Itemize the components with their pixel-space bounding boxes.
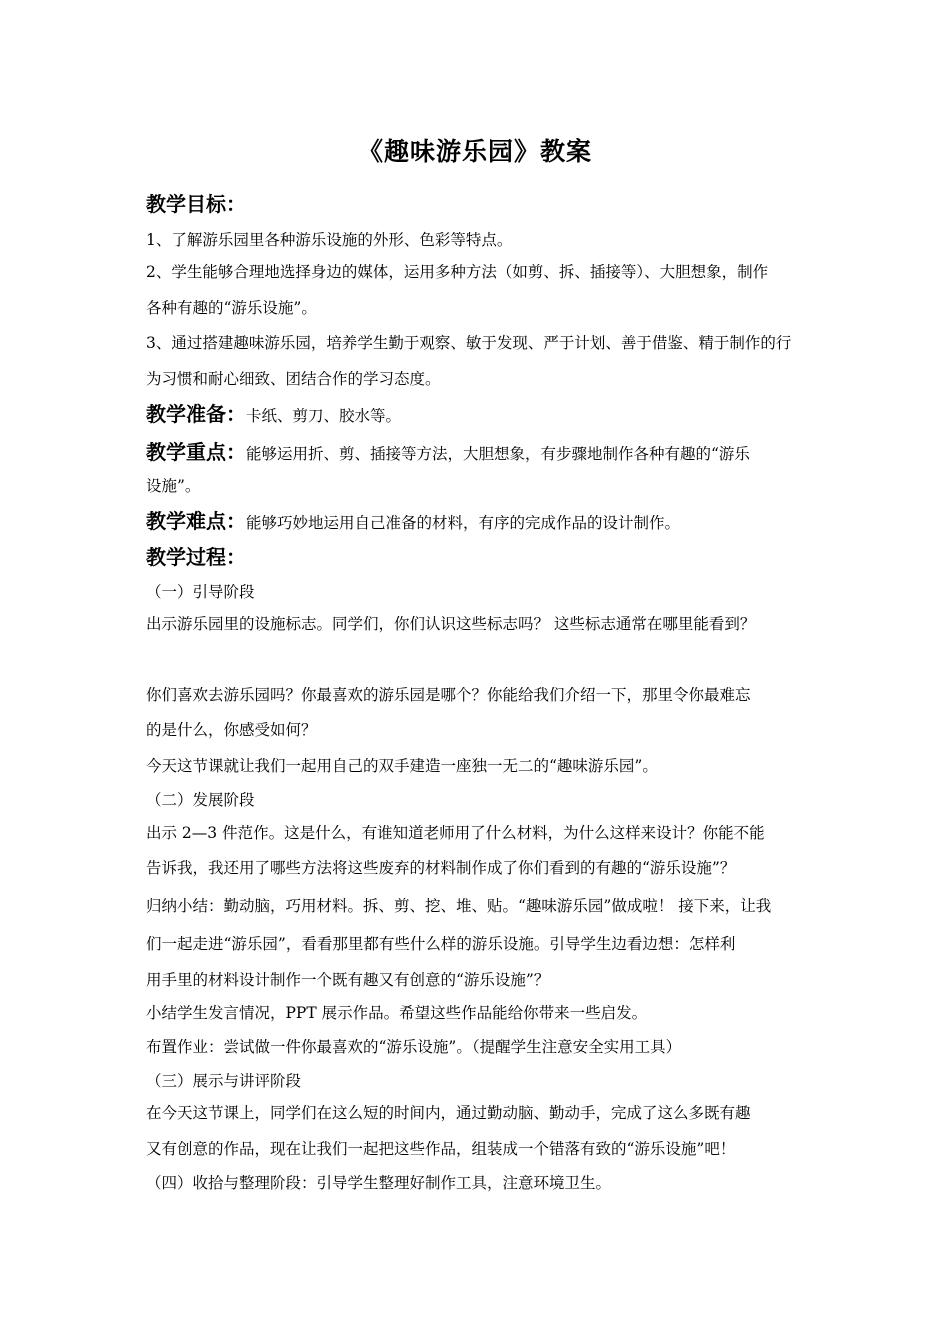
stage-1-title: （一）引导阶段 — [146, 583, 255, 601]
stage-3-line-2: 又有创意的作品，现在让我们一起把这些作品，组装成一个错落有致的“游乐设施”吧！ — [146, 1140, 736, 1158]
objective-line-2a: 2、学生能够合理地选择身边的媒体，运用多种方法（如剪、拆、插接等）、大胆想象，制作 — [146, 263, 769, 281]
stage-1-line-2: 你们喜欢去游乐园吗？你最喜欢的游乐园是哪个？你能给我们介绍一下，那里令你最难忘 — [146, 686, 751, 704]
objective-line-1: 1、了解游乐园里各种游乐设施的外形、色彩等特点。 — [146, 231, 513, 249]
objective-line-3a: 3、通过搭建趣味游乐园，培养学生勤于观察、敏于发现、严于计划、善于借鉴、精于制作的行 — [146, 334, 792, 352]
process-heading: 教学过程： — [146, 545, 246, 569]
stage-2-line-3: 归纳小结：勤动脑，巧用材料。拆、剪、挖、堆、贴。“趣味游乐园”做成啦！ 接下来，让我 — [146, 897, 772, 915]
stage-2-line-7: 布置作业：尝试做一件你最喜欢的“游乐设施”。（提醒学生注意安全实用工具） — [146, 1038, 682, 1056]
objective-line-3b: 为习惯和耐心细致、团结合作的学习态度。 — [146, 370, 441, 388]
key-points-row — [146, 436, 750, 465]
stage-2-line-6: 小结学生发言情况，PPT 展示作品。希望这些作品能给你带来一些启发。 — [146, 1004, 648, 1022]
stage-2-line-2: 告诉我，我还用了哪些方法将这些废弃的材料制作成了你们看到的有趣的“游乐设施”？ — [146, 859, 736, 877]
preparation-text: 卡纸、剪刀、胶水等。 — [246, 407, 402, 425]
stage-1-line-1: 出示游乐园里的设施标志。同学们，你们认识这些标志吗？ 这些标志通常在哪里能看到？ — [146, 615, 756, 633]
difficulties-row — [146, 505, 680, 534]
preparation-row — [146, 398, 401, 427]
stage-3-line-1: 在今天这节课上，同学们在这么短的时间内，通过勤动脑、勤动手，完成了这么多既有趣 — [146, 1104, 751, 1122]
stage-2-title: （二）发展阶段 — [146, 791, 255, 809]
stage-4-line-1: （四）收拾与整理阶段：引导学生整理好制作工具，注意环境卫生。 — [146, 1174, 612, 1192]
preparation-heading: 教学准备： — [146, 402, 246, 426]
key-points-continuation: 设施”。 — [146, 477, 201, 495]
stage-1-line-4: 今天这节课就让我们一起用自己的双手建造一座独一无二的“趣味游乐园”。 — [146, 757, 658, 775]
stage-2-line-1: 出示 2—3 件范作。这是什么，有谁知道老师用了什么材料，为什么这样来设计？你能不能 — [146, 824, 765, 842]
key-points-text: 能够运用折、剪、插接等方法，大胆想象，有步骤地制作各种有趣的“游乐 — [246, 445, 750, 463]
stage-1-line-3: 的是什么，你感受如何？ — [146, 721, 317, 739]
page-title: 《趣味游乐园》教案 — [357, 137, 592, 166]
stage-2-line-5: 用手里的材料设计制作一个既有趣又有创意的“游乐设施”？ — [146, 971, 550, 989]
stage-3-title: （三）展示与讲评阶段 — [146, 1072, 302, 1090]
objective-line-2b: 各种有趣的“游乐设施”。 — [146, 299, 317, 317]
stage-2-line-4: 们一起走进“游乐园”，看看那里都有些什么样的游乐设施。引导学生边看边想：怎样利 — [146, 935, 736, 953]
difficulties-heading: 教学难点： — [146, 509, 246, 533]
key-points-heading: 教学重点： — [146, 440, 246, 464]
objectives-heading: 教学目标： — [146, 192, 246, 216]
difficulties-text: 能够巧妙地运用自己准备的材料，有序的完成作品的设计制作。 — [246, 514, 681, 532]
